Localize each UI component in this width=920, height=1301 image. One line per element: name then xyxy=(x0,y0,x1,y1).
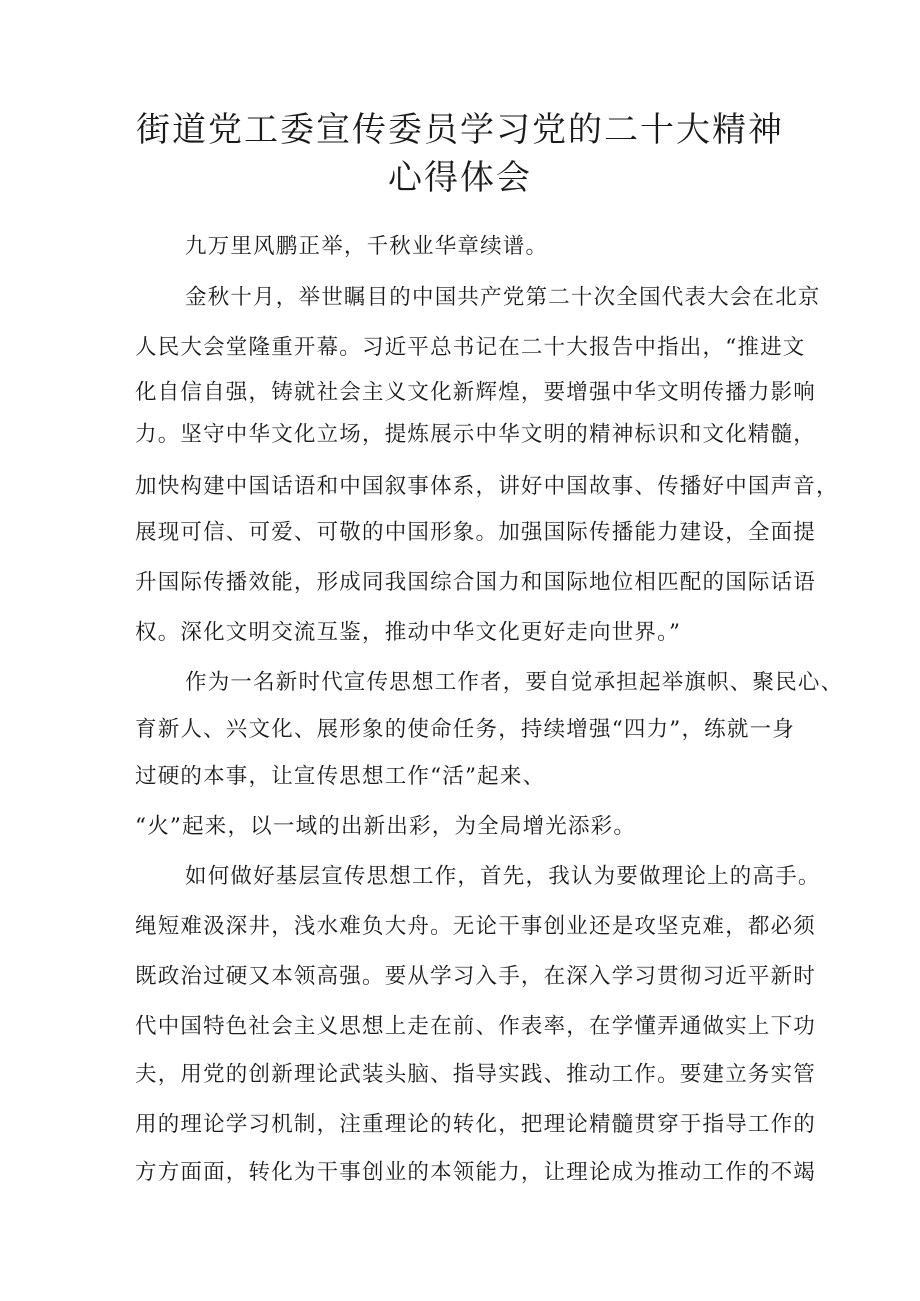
paragraph-line: 人民大会堂隆重开幕。习近平总书记在二十大报告中指出，“推进文 xyxy=(135,335,806,360)
paragraph-line: 化自信自强，铸就社会主义文化新辉煌，要增强中华文明传播力影响 xyxy=(135,380,817,405)
paragraph-line: 用的理论学习机制，注重理论的转化，把理论精髓贯穿于指导工作的 xyxy=(135,1112,817,1137)
document-title-line-2: 心得体会 xyxy=(388,158,532,198)
paragraph-line: 权。深化文明交流互鉴，推动中华文化更好走向世界。” xyxy=(135,620,682,645)
paragraph-line: 如何做好基层宣传思想工作，首先，我认为要做理论上的高手。 xyxy=(185,864,821,889)
paragraph-line: 方方面面，转化为干事创业的本领能力，让理论成为推动工作的不竭 xyxy=(135,1160,817,1185)
paragraph-line: “火”起来，以一域的出新出彩，为全局增光添彩。 xyxy=(135,814,637,839)
paragraph-line: 既政治过硬又本领高强。要从学习入手，在深入学习贯彻习近平新时 xyxy=(135,964,817,989)
paragraph-line: 力。坚守中华文化立场，提炼展示中华文明的精神标识和文化精髓， xyxy=(135,422,817,447)
paragraph-line: 绳短难汲深井，浅水难负大舟。无论干事创业还是攻坚克难，都必须 xyxy=(135,914,817,939)
paragraph-line: 金秋十月，举世瞩目的中国共产党第二十次全国代表大会在北京 xyxy=(185,285,821,310)
paragraph-line: 过硬的本事，让宣传思想工作“活”起来、 xyxy=(135,764,546,789)
paragraph-line: 九万里风鹏正举，千秋业华章续谱。 xyxy=(185,234,549,259)
paragraph-line: 代中国特色社会主义思想上走在前、作表率，在学懂弄通做实上下功 xyxy=(135,1014,817,1039)
paragraph-line: 育新人、兴文化、展形象的使命任务，持续增强“四力”，练就一身 xyxy=(135,717,795,742)
document-title-line-1: 街道党工委宣传委员学习党的二十大精神 xyxy=(136,110,784,150)
paragraph-line: 展现可信、可爱、可敬的中国形象。加强国际传播能力建设，全面提 xyxy=(135,520,817,545)
paragraph-line: 升国际传播效能，形成同我国综合国力和国际地位相匹配的国际话语 xyxy=(135,570,817,595)
paragraph-line: 加快构建中国话语和中国叙事体系，讲好中国故事、传播好中国声音， xyxy=(135,474,839,499)
paragraph-line: 作为一名新时代宣传思想工作者，要自觉承担起举旗帜、聚民心、 xyxy=(185,670,844,695)
paragraph-line: 夫，用党的创新理论武装头脑、指导实践、推动工作。要建立务实管 xyxy=(135,1062,817,1087)
